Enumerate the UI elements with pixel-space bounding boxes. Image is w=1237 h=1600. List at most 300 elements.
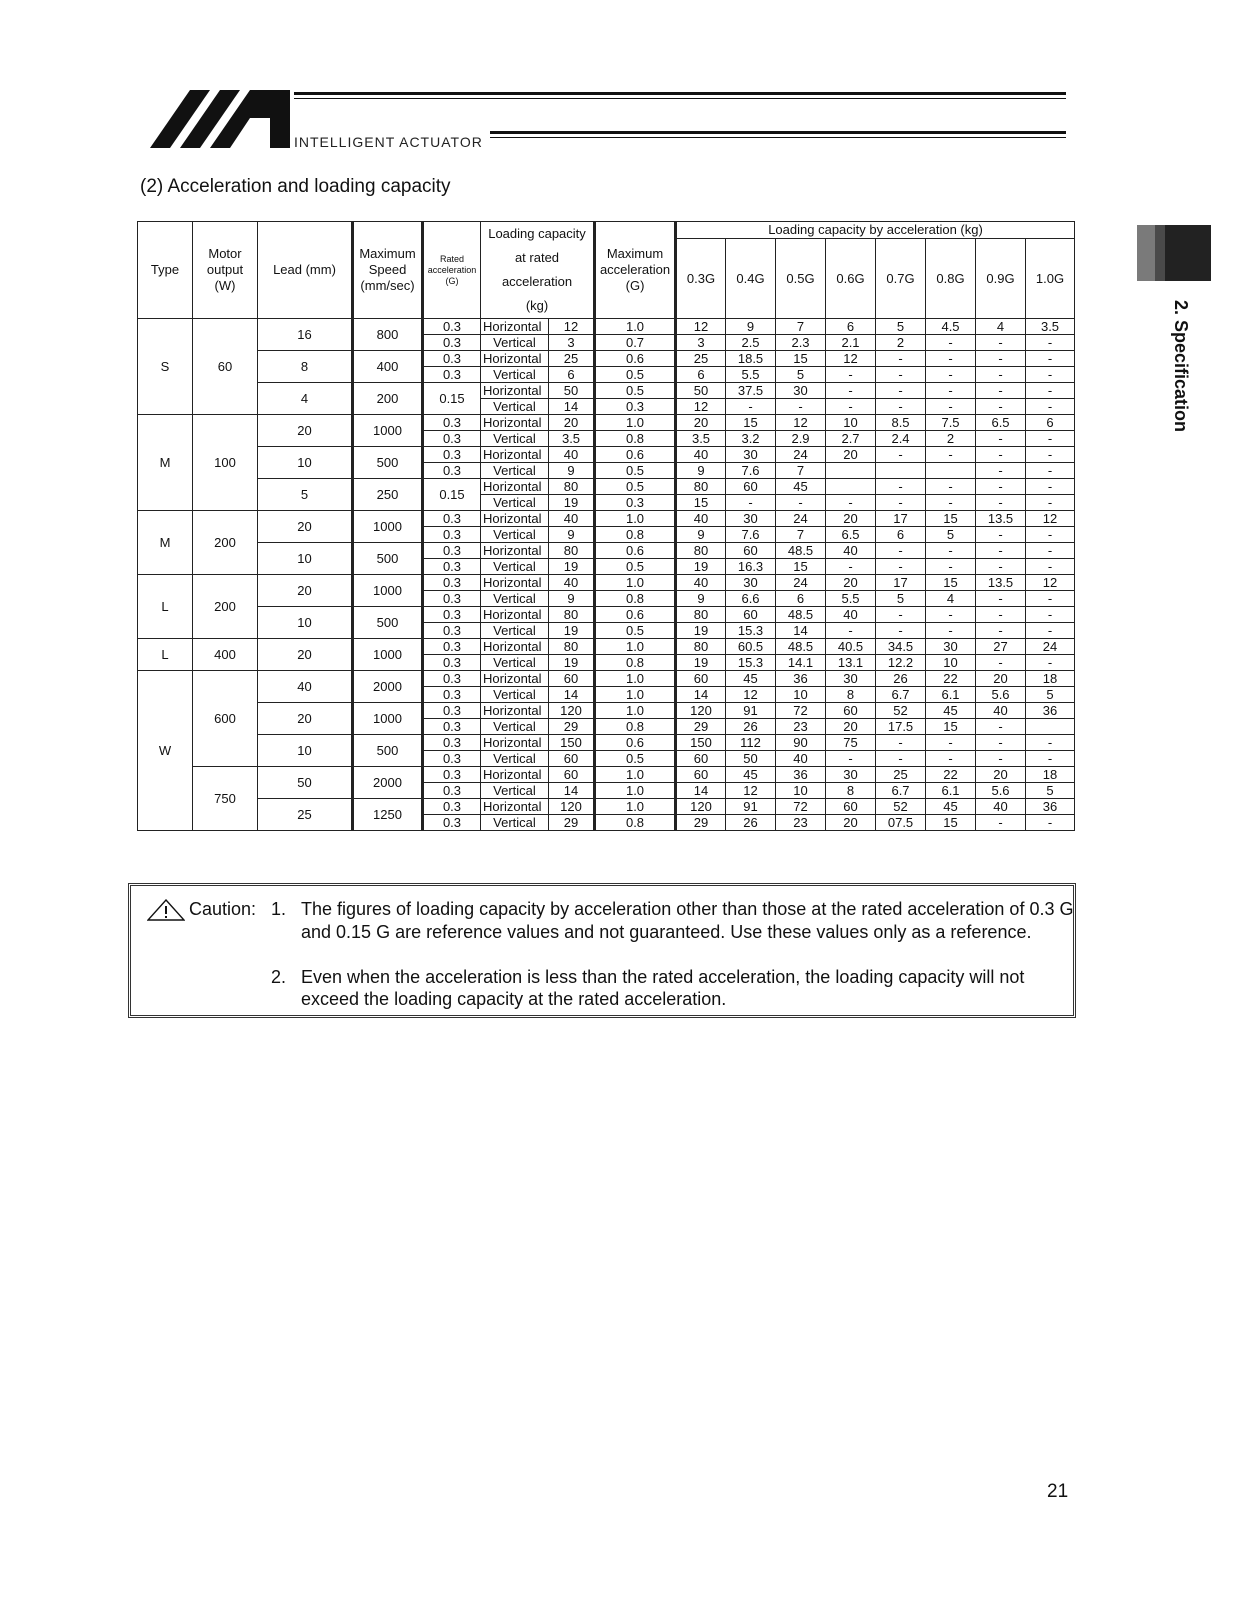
caution-item-text: Even when the acceleration is less than the rated acceleration, the loading capacity will not exceed the loading capacity at the rated acceleration. (301, 966, 1025, 1009)
cell-lead: 10 (258, 543, 353, 575)
cell-rated-capacity: 9 (549, 591, 595, 607)
cell-capacity-value: - (976, 543, 1026, 559)
cell-capacity-value: 20 (826, 575, 876, 591)
table-row (138, 735, 1075, 751)
cell-max-speed: 2000 (353, 671, 423, 703)
cell-max-acceleration: 1.0 (595, 783, 676, 799)
cell-capacity-value: - (1026, 655, 1075, 671)
cell-capacity-value: 7 (776, 319, 826, 335)
cell-rated-acceleration: 0.3 (423, 703, 481, 719)
cell-capacity-value: 120 (676, 799, 726, 815)
cell-max-acceleration: 0.8 (595, 527, 676, 543)
cell-capacity-value: 40 (776, 751, 826, 767)
cell-max-acceleration: 1.0 (595, 415, 676, 431)
cell-orientation: Horizontal (481, 639, 549, 655)
cell-capacity-value: 40 (826, 543, 876, 559)
header-accel-col: 0.6G (826, 239, 876, 319)
cell-capacity-value: 13.5 (976, 511, 1026, 527)
section-title: (2) Acceleration and loading capacity (140, 176, 451, 197)
cell-rated-acceleration: 0.15 (423, 479, 481, 511)
cell-rated-acceleration: 0.3 (423, 751, 481, 767)
cell-capacity-value: 5.5 (826, 591, 876, 607)
cell-capacity-value: 7.6 (726, 527, 776, 543)
cell-rated-acceleration: 0.3 (423, 431, 481, 447)
cell-motor-output: 750 (193, 767, 258, 831)
cell-rated-capacity: 14 (549, 399, 595, 415)
cell-max-acceleration: 0.8 (595, 815, 676, 831)
cell-max-speed: 1000 (353, 415, 423, 447)
cell-capacity-value: - (926, 495, 976, 511)
cell-capacity-value: 5.6 (976, 687, 1026, 703)
cell-capacity-value: - (1026, 495, 1075, 511)
cell-capacity-value: 24 (776, 447, 826, 463)
cell-max-acceleration: 1.0 (595, 575, 676, 591)
cell-rated-acceleration: 0.3 (423, 559, 481, 575)
cell-capacity-value: 15 (776, 559, 826, 575)
cell-max-speed: 500 (353, 543, 423, 575)
cell-orientation: Vertical (481, 335, 549, 351)
cell-capacity-value: 2.3 (776, 335, 826, 351)
cell-type: W (138, 671, 193, 831)
cell-capacity-value: - (1026, 463, 1075, 479)
cell-capacity-value: 2 (876, 335, 926, 351)
cell-max-acceleration: 1.0 (595, 799, 676, 815)
cell-capacity-value: - (926, 623, 976, 639)
cell-capacity-value: - (1026, 431, 1075, 447)
table-row (138, 319, 1075, 335)
cell-type: S (138, 319, 193, 415)
cell-orientation: Vertical (481, 751, 549, 767)
cell-capacity-value: 12 (676, 399, 726, 415)
cell-capacity-value: 6.1 (926, 687, 976, 703)
header-rule (490, 131, 1066, 134)
cell-capacity-value: 6.7 (876, 783, 926, 799)
cell-rated-acceleration: 0.3 (423, 607, 481, 623)
cell-rated-acceleration: 0.3 (423, 415, 481, 431)
cell-max-acceleration: 1.0 (595, 703, 676, 719)
cell-capacity-value: - (976, 351, 1026, 367)
cell-max-acceleration: 0.8 (595, 591, 676, 607)
cell-capacity-value: - (826, 559, 876, 575)
cell-max-acceleration: 0.6 (595, 735, 676, 751)
cell-capacity-value: 60 (726, 607, 776, 623)
cell-max-speed: 1000 (353, 639, 423, 671)
cell-capacity-value: 12.2 (876, 655, 926, 671)
cell-capacity-value: 19 (676, 623, 726, 639)
cell-capacity-value: 36 (776, 767, 826, 783)
cell-motor-output: 100 (193, 415, 258, 511)
cell-rated-capacity: 20 (549, 415, 595, 431)
cell-capacity-value: - (976, 479, 1026, 495)
cell-capacity-value: 6 (876, 527, 926, 543)
cell-lead: 8 (258, 351, 353, 383)
side-tab-marker (1155, 225, 1165, 281)
cell-capacity-value: 52 (876, 703, 926, 719)
cell-capacity-value: - (976, 815, 1026, 831)
cell-orientation: Horizontal (481, 607, 549, 623)
cell-capacity-value: 19 (676, 559, 726, 575)
cell-capacity-value: - (976, 655, 1026, 671)
header-accel-col: 0.7G (876, 239, 926, 319)
cell-capacity-value: - (876, 495, 926, 511)
header-loading-capacity: Loading capacity at rated acceleration (kg) (481, 222, 595, 319)
cell-capacity-value: - (976, 399, 1026, 415)
cell-capacity-value: 10 (776, 687, 826, 703)
cell-orientation: Vertical (481, 719, 549, 735)
header-lead: Lead (mm) (258, 222, 353, 319)
cell-capacity-value: - (976, 735, 1026, 751)
cell-capacity-value: - (826, 623, 876, 639)
cell-capacity-value: 20 (826, 719, 876, 735)
cell-capacity-value: 9 (676, 591, 726, 607)
page-number: 21 (1047, 1481, 1069, 1502)
cell-orientation: Vertical (481, 623, 549, 639)
cell-capacity-value: 60 (826, 799, 876, 815)
cell-capacity-value: 6 (676, 367, 726, 383)
cell-capacity-value: 9 (726, 319, 776, 335)
cell-capacity-value (926, 463, 976, 479)
header-accel-col: 0.3G (676, 239, 726, 319)
cell-capacity-value: 8 (826, 783, 876, 799)
header-accel-col: 0.4G (726, 239, 776, 319)
cell-capacity-value: - (976, 447, 1026, 463)
cell-capacity-value: - (876, 543, 926, 559)
cell-capacity-value: 48.5 (776, 543, 826, 559)
cell-orientation: Horizontal (481, 703, 549, 719)
cell-max-acceleration: 1.0 (595, 511, 676, 527)
cell-capacity-value: 15 (776, 351, 826, 367)
cell-rated-capacity: 6 (549, 367, 595, 383)
cell-rated-acceleration: 0.3 (423, 447, 481, 463)
cell-capacity-value: 7 (776, 527, 826, 543)
cell-capacity-value: - (1026, 591, 1075, 607)
cell-capacity-value: 6.7 (876, 687, 926, 703)
cell-capacity-value: - (926, 335, 976, 351)
header-rule (294, 92, 1066, 95)
cell-orientation: Vertical (481, 559, 549, 575)
table-row (138, 767, 1075, 783)
cell-capacity-value: 12 (1026, 511, 1075, 527)
cell-capacity-value: 40.5 (826, 639, 876, 655)
cell-capacity-value: 12 (726, 687, 776, 703)
header-rule (490, 137, 1066, 138)
cell-capacity-value: - (876, 351, 926, 367)
cell-capacity-value: 60 (676, 751, 726, 767)
cell-rated-acceleration: 0.3 (423, 815, 481, 831)
cell-rated-acceleration: 0.3 (423, 575, 481, 591)
cell-capacity-value: 3.5 (676, 431, 726, 447)
cell-capacity-value: 14.1 (776, 655, 826, 671)
table-row (138, 479, 1075, 495)
cell-max-speed: 400 (353, 351, 423, 383)
cell-capacity-value: 6 (826, 319, 876, 335)
cell-capacity-value: 4 (976, 319, 1026, 335)
cell-capacity-value: 30 (726, 575, 776, 591)
cell-max-acceleration: 0.8 (595, 431, 676, 447)
cell-rated-capacity: 80 (549, 607, 595, 623)
cell-rated-capacity: 40 (549, 575, 595, 591)
cell-capacity-value: 9 (676, 463, 726, 479)
cell-capacity-value: 13.5 (976, 575, 1026, 591)
cell-max-acceleration: 0.8 (595, 719, 676, 735)
cell-max-acceleration: 0.5 (595, 559, 676, 575)
cell-orientation: Vertical (481, 591, 549, 607)
cell-capacity-value: 30 (826, 671, 876, 687)
cell-rated-capacity: 3.5 (549, 431, 595, 447)
cell-capacity-value: - (776, 495, 826, 511)
cell-rated-acceleration: 0.3 (423, 735, 481, 751)
cell-lead: 5 (258, 479, 353, 511)
cell-orientation: Vertical (481, 431, 549, 447)
cell-capacity-value: 2.1 (826, 335, 876, 351)
cell-capacity-value: 10 (776, 783, 826, 799)
cell-capacity-value: 17 (876, 575, 926, 591)
cell-capacity-value: 75 (826, 735, 876, 751)
cell-rated-acceleration: 0.3 (423, 511, 481, 527)
cell-lead: 20 (258, 511, 353, 543)
cell-capacity-value: 3.2 (726, 431, 776, 447)
side-tab-marker (1165, 225, 1211, 281)
cell-max-speed: 800 (353, 319, 423, 351)
cell-capacity-value: 5 (876, 319, 926, 335)
cell-capacity-value: 80 (676, 479, 726, 495)
cell-capacity-value: 6.6 (726, 591, 776, 607)
cell-max-acceleration: 1.0 (595, 687, 676, 703)
cell-capacity-value: 22 (926, 671, 976, 687)
cell-max-acceleration: 0.3 (595, 399, 676, 415)
cell-orientation: Horizontal (481, 735, 549, 751)
cell-capacity-value: - (876, 447, 926, 463)
cell-orientation: Horizontal (481, 767, 549, 783)
cell-capacity-value: 19 (676, 655, 726, 671)
cell-capacity-value: 2 (926, 431, 976, 447)
cell-capacity-value: - (976, 463, 1026, 479)
cell-capacity-value: 17 (876, 511, 926, 527)
cell-rated-capacity: 80 (549, 543, 595, 559)
cell-capacity-value: 30 (726, 511, 776, 527)
cell-rated-capacity: 40 (549, 511, 595, 527)
cell-capacity-value: 5 (876, 591, 926, 607)
table-row (138, 703, 1075, 719)
cell-orientation: Vertical (481, 367, 549, 383)
header-max-acceleration: Maximum acceleration (G) (595, 222, 676, 319)
cell-capacity-value: - (826, 399, 876, 415)
cell-capacity-value: 6 (776, 591, 826, 607)
cell-capacity-value: 5 (776, 367, 826, 383)
cell-type: M (138, 511, 193, 575)
cell-capacity-value: 20 (676, 415, 726, 431)
cell-rated-capacity: 12 (549, 319, 595, 335)
cell-capacity-value: 20 (826, 815, 876, 831)
cell-rated-capacity: 25 (549, 351, 595, 367)
cell-lead: 50 (258, 767, 353, 799)
cell-capacity-value: 30 (726, 447, 776, 463)
cell-orientation: Horizontal (481, 511, 549, 527)
cell-max-acceleration: 1.0 (595, 767, 676, 783)
cell-rated-capacity: 60 (549, 671, 595, 687)
cell-capacity-value: - (976, 751, 1026, 767)
cell-capacity-value: - (826, 383, 876, 399)
cell-capacity-value: - (1026, 751, 1075, 767)
cell-capacity-value: 45 (926, 703, 976, 719)
header-by-acceleration: Loading capacity by acceleration (kg) (676, 222, 1075, 239)
cell-rated-acceleration: 0.3 (423, 591, 481, 607)
caution-item-number: 2. (271, 966, 287, 987)
cell-capacity-value: 25 (676, 351, 726, 367)
cell-capacity-value: 50 (726, 751, 776, 767)
cell-capacity-value: 12 (676, 319, 726, 335)
cell-orientation: Vertical (481, 655, 549, 671)
caution-box (128, 883, 1076, 1018)
cell-rated-capacity: 120 (549, 703, 595, 719)
cell-rated-acceleration: 0.3 (423, 351, 481, 367)
table-row (138, 639, 1075, 655)
cell-capacity-value: 15.3 (726, 623, 776, 639)
cell-rated-acceleration: 0.3 (423, 335, 481, 351)
cell-capacity-value: 40 (676, 511, 726, 527)
cell-capacity-value: 52 (876, 799, 926, 815)
cell-rated-capacity: 19 (549, 655, 595, 671)
table-row (138, 607, 1075, 623)
cell-capacity-value: 5 (1026, 783, 1075, 799)
cell-rated-acceleration: 0.3 (423, 319, 481, 335)
cell-rated-capacity: 14 (549, 687, 595, 703)
cell-capacity-value: 8.5 (876, 415, 926, 431)
cell-max-acceleration: 1.0 (595, 319, 676, 335)
cell-capacity-value: 25 (876, 767, 926, 783)
cell-capacity-value: - (726, 495, 776, 511)
cell-rated-capacity: 60 (549, 751, 595, 767)
cell-capacity-value: 20 (976, 671, 1026, 687)
cell-capacity-value: - (876, 751, 926, 767)
cell-max-speed: 500 (353, 607, 423, 639)
cell-capacity-value: 2.7 (826, 431, 876, 447)
cell-motor-output: 60 (193, 319, 258, 415)
cell-capacity-value: 2.9 (776, 431, 826, 447)
cell-capacity-value: - (876, 623, 926, 639)
cell-max-acceleration: 0.6 (595, 543, 676, 559)
cell-capacity-value: - (976, 495, 1026, 511)
cell-capacity-value: 15 (926, 719, 976, 735)
cell-capacity-value: 5.5 (726, 367, 776, 383)
cell-capacity-value: 34.5 (876, 639, 926, 655)
cell-capacity-value: 3 (676, 335, 726, 351)
cell-capacity-value: 80 (676, 639, 726, 655)
cell-capacity-value: 60 (726, 543, 776, 559)
cell-max-acceleration: 0.5 (595, 751, 676, 767)
cell-capacity-value: 150 (676, 735, 726, 751)
cell-max-acceleration: 0.6 (595, 351, 676, 367)
cell-capacity-value: 26 (726, 719, 776, 735)
cell-capacity-value: - (1026, 383, 1075, 399)
cell-orientation: Vertical (481, 495, 549, 511)
cell-rated-capacity: 19 (549, 495, 595, 511)
cell-orientation: Vertical (481, 527, 549, 543)
cell-capacity-value: 18 (1026, 671, 1075, 687)
cell-max-speed: 250 (353, 479, 423, 511)
cell-capacity-value: - (1026, 447, 1075, 463)
cell-capacity-value: 91 (726, 703, 776, 719)
cell-lead: 20 (258, 575, 353, 607)
cell-capacity-value: - (826, 495, 876, 511)
side-tab-marker (1137, 225, 1155, 281)
cell-capacity-value: 60 (676, 767, 726, 783)
cell-capacity-value: 10 (826, 415, 876, 431)
cell-capacity-value: 8 (826, 687, 876, 703)
table-row (138, 351, 1075, 367)
cell-capacity-value: 17.5 (876, 719, 926, 735)
cell-capacity-value: 5 (926, 527, 976, 543)
cell-capacity-value: 22 (926, 767, 976, 783)
cell-capacity-value: - (1026, 735, 1075, 751)
cell-max-acceleration: 0.5 (595, 623, 676, 639)
cell-max-acceleration: 0.3 (595, 495, 676, 511)
cell-capacity-value: - (926, 383, 976, 399)
cell-rated-acceleration: 0.3 (423, 623, 481, 639)
cell-capacity-value: 80 (676, 607, 726, 623)
cell-capacity-value: 6.5 (976, 415, 1026, 431)
cell-capacity-value: 7.5 (926, 415, 976, 431)
cell-lead: 25 (258, 799, 353, 831)
cell-capacity-value: - (976, 431, 1026, 447)
cell-rated-capacity: 9 (549, 527, 595, 543)
cell-capacity-value: - (926, 367, 976, 383)
cell-lead: 16 (258, 319, 353, 351)
cell-capacity-value: - (876, 479, 926, 495)
cell-capacity-value: - (1026, 335, 1075, 351)
cell-capacity-value: 30 (926, 639, 976, 655)
cell-capacity-value: 48.5 (776, 607, 826, 623)
cell-capacity-value: - (1026, 543, 1075, 559)
cell-motor-output: 200 (193, 511, 258, 575)
cell-capacity-value: - (926, 751, 976, 767)
cell-capacity-value: 112 (726, 735, 776, 751)
cell-capacity-value: 36 (1026, 703, 1075, 719)
cell-max-speed: 1250 (353, 799, 423, 831)
cell-capacity-value: 10 (926, 655, 976, 671)
cell-rated-capacity: 50 (549, 383, 595, 399)
table-row (138, 383, 1075, 399)
caution-label: Caution: (189, 899, 257, 919)
cell-capacity-value: - (1026, 607, 1075, 623)
cell-capacity-value: - (1026, 399, 1075, 415)
cell-max-acceleration: 0.8 (595, 655, 676, 671)
cell-capacity-value: 20 (976, 767, 1026, 783)
cell-capacity-value: - (926, 447, 976, 463)
cell-orientation: Horizontal (481, 575, 549, 591)
cell-orientation: Vertical (481, 463, 549, 479)
cell-capacity-value: 30 (776, 383, 826, 399)
cell-max-acceleration: 0.5 (595, 383, 676, 399)
cell-max-speed: 1000 (353, 575, 423, 607)
cell-capacity-value: 29 (676, 815, 726, 831)
cell-motor-output: 200 (193, 575, 258, 639)
cell-max-acceleration: 0.5 (595, 463, 676, 479)
cell-orientation: Horizontal (481, 447, 549, 463)
cell-rated-capacity: 60 (549, 767, 595, 783)
cell-rated-capacity: 9 (549, 463, 595, 479)
header-max-speed: Maximum Speed (mm/sec) (353, 222, 423, 319)
cell-capacity-value: 24 (776, 511, 826, 527)
cell-capacity-value: 60 (726, 479, 776, 495)
cell-capacity-value: 40 (826, 607, 876, 623)
cell-capacity-value: 80 (676, 543, 726, 559)
cell-rated-acceleration: 0.3 (423, 767, 481, 783)
table-body (138, 319, 1075, 831)
cell-motor-output: 400 (193, 639, 258, 671)
cell-lead: 20 (258, 639, 353, 671)
cell-rated-capacity: 150 (549, 735, 595, 751)
